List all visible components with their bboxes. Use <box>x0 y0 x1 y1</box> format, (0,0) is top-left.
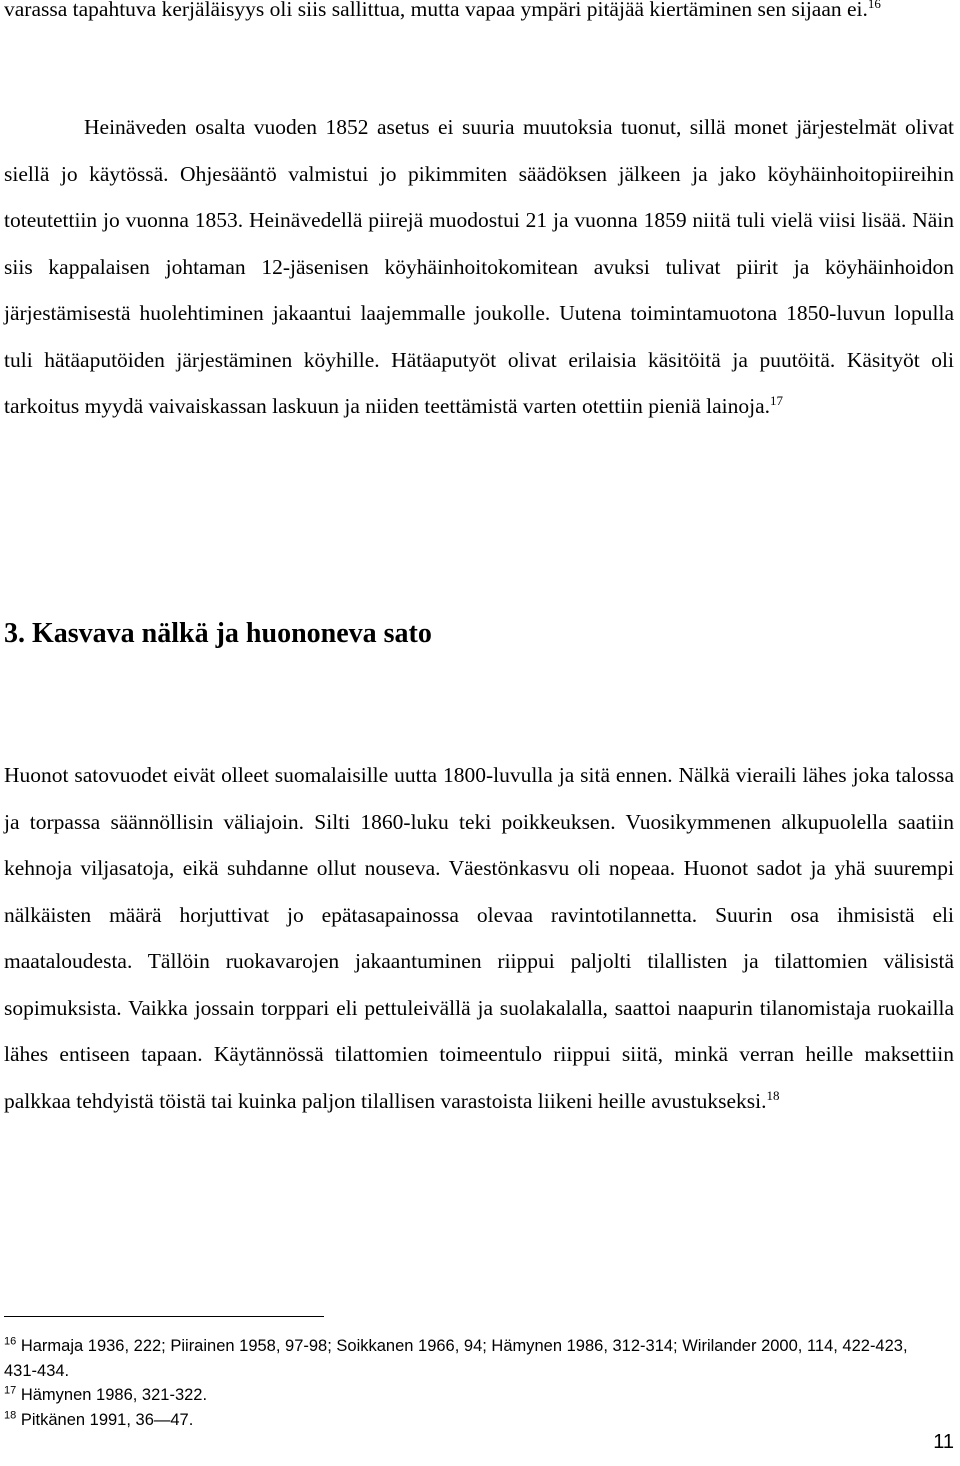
paragraph-heinavesi <box>4 104 954 430</box>
footnote-ref: 17 <box>770 392 784 408</box>
paragraph-famine <box>4 752 954 1124</box>
paragraph-text: Huonot satovuodet eivät olleet suomalaisille uutta 1800-luvulla ja sitä ennen. Nälkä vieraili lähes joka talossa ja torpassa säännöllisin väliajoin. Silti 1860-luku teki poikkeuksen. Vuosikymmenen alkupuolella saatiin kehnoja viljasatoja, eikä suhdanne ollut nouseva. Väestönkasvu oli nopeaa. Huonot sadot ja yhä suurempi nälkäisten määrä horjuttivat jo epätasapainossa olevaa ravintotilannetta. Suurin osa ihmisistä eli maataloudesta. Tällöin ruokavarojen jakaantuminen riippui paljolti tilallisten ja tilattomien välisistä sopimuksista. Vaikka jossain torppari eli pettuleivällä ja suolakalalla, saattoi naapurin tilanomistaja ruokailla lähes entiseen tapaan. Käytännössä tilattomien toimeentulo riippui siitä, minkä verran heille maksettiin palkkaa tehdyistä töistä tai kuinka paljon tilallisen varastoista liikeni heille avustukseksi. <box>4 763 954 1113</box>
footnote-ref: 16 <box>867 0 881 11</box>
footnote-text: Pitkänen 1991, 36—47. <box>20 1410 194 1429</box>
footnote-ref: 18 <box>766 1087 780 1103</box>
footnote-number: 17 <box>4 1384 17 1397</box>
footnote-18 <box>4 1408 944 1433</box>
footnote-number: 16 <box>4 1335 17 1348</box>
paragraph-continuation <box>4 0 954 33</box>
footnote-text: Harmaja 1936, 222; Piirainen 1958, 97-98; Soikkanen 1966, 94; Hämynen 1986, 312-314; Wirilander 2000, 114, 422-423, 431-434. <box>4 1337 908 1380</box>
footnote-16 <box>4 1334 944 1383</box>
footnote-separator <box>4 1316 324 1317</box>
section-heading: 3. Kasvava nälkä ja huononeva sato <box>4 618 432 649</box>
footnote-number: 18 <box>4 1409 17 1421</box>
footnote-text: Hämynen 1986, 321-322. <box>20 1386 208 1404</box>
paragraph-text: Heinäveden osalta vuoden 1852 asetus ei suuria muutoksia tuonut, sillä monet järjestelmät olivat siellä jo käytössä. Ohjesääntö valmistui jo pikimmiten säädöksen jälkeen ja jako köyhäinhoitopiireihin toteutettiin jo vuonna 1853. Heinävedellä piirejä muodostui 21 ja vuonna 1859 niitä tuli vielä viisi lisää. Näin siis kappalaisen johtaman 12-jäsenisen köyhäinhoitokomitean avuksi tulivat piirit ja köyhäinhoidon järjestämisestä huolehtiminen jakaantui laajemmalle joukolle. Uutena toimintamuotona 1850-luvun lopulla tuli hätäaputöiden järjestäminen köyhille. Hätäaputyöt olivat erilaisia käsitöitä ja puutöitä. Käsityöt oli tarkoitus myydä vaivaiskassan laskuun ja niiden teettämistä varten otettiin pieniä lainoja. <box>4 115 954 418</box>
footnotes <box>4 1334 944 1432</box>
page-number: 11 <box>933 1431 954 1453</box>
paragraph-text: varassa tapahtuva kerjäläisyys oli siis sallittua, mutta vapaa ympäri pitäjää kiertäminen sen sijaan ei. <box>4 0 868 21</box>
footnote-17 <box>4 1383 944 1408</box>
